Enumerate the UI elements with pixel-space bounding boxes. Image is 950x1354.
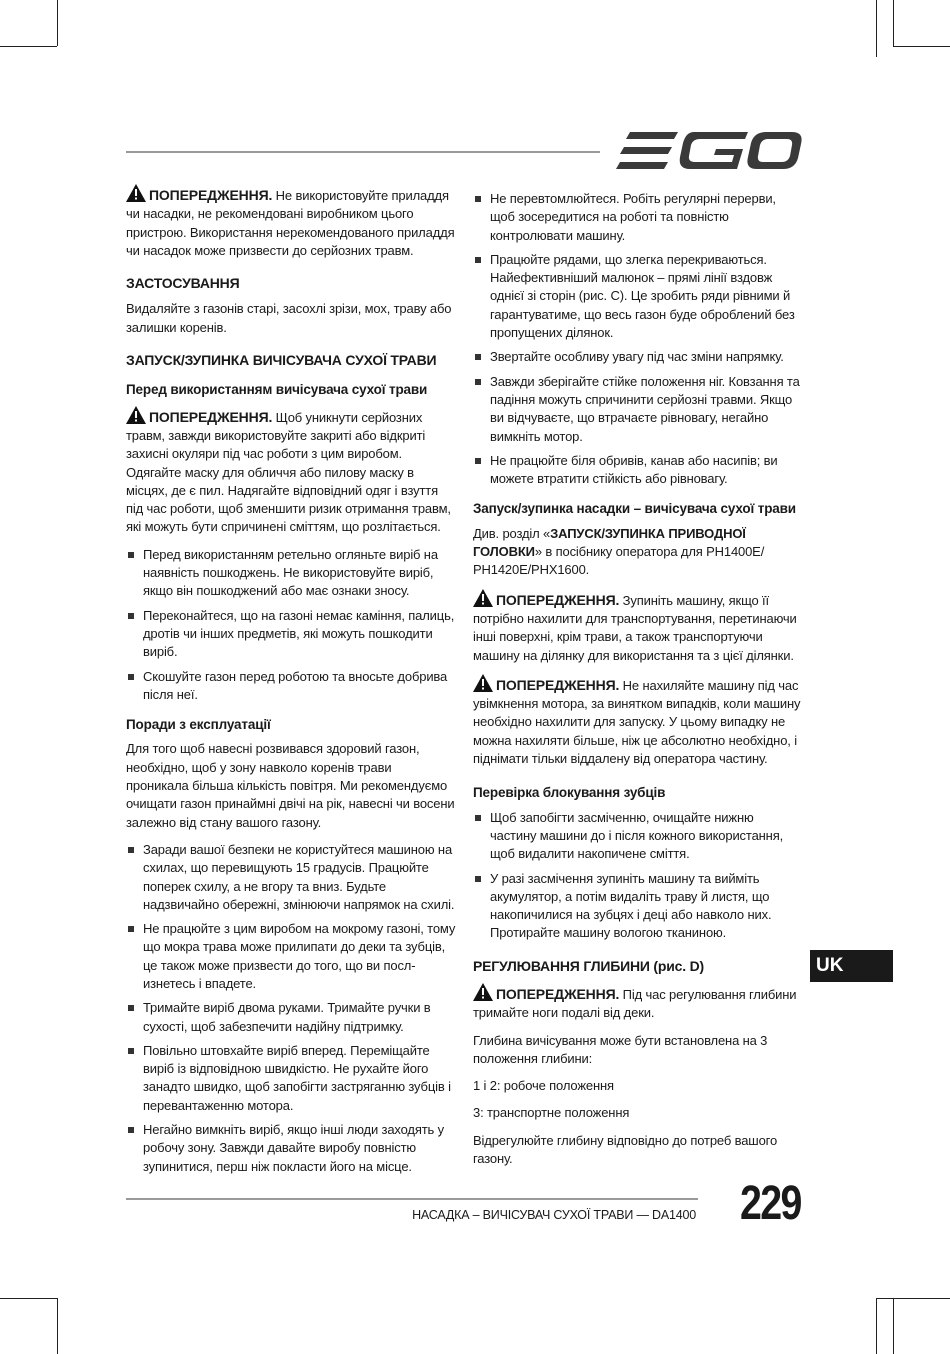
warning-text: Зупиніть машину, якщо її потрібно нахилити для транспортування, перетинаючи інші поверхні, крім трави, а також транспортуючи машину на ділянку для використання та з цієї ділянки.: [473, 592, 797, 663]
subheading-tips: Поради з експлуатації: [126, 717, 271, 733]
bullet-icon: [475, 379, 481, 385]
bullet-icon: [475, 196, 481, 202]
list-item: Завжди зберігайте стійке положення ніг. Ковзання та падіння можуть спричинити серйозні травми. Якщо ви відчуваєте, що втрачаєте рівновагу, негайно вимкніть мотор.: [473, 373, 803, 446]
list-item: У разі засмічення зупиніть машину та вийміть акумулятор, а потім видаліть траву й листя, що накопичилися на зубцях і деці або навколо них. Протирайте машину вологою тканиною.: [473, 870, 803, 943]
list-item: Звертайте особливу увагу під час зміни напрямку.: [473, 348, 803, 366]
bullet-icon: [475, 458, 481, 464]
depth-working-positions: 1 і 2: робоче положення: [473, 1078, 614, 1094]
depth-transport-position: 3: транспортне положення: [473, 1105, 630, 1121]
bullet-icon: [475, 876, 481, 882]
list-item: Не перевтомлюйтеся. Робіть регулярні перерви, щоб зосередитися на роботі та повністю контролювати машину.: [473, 190, 803, 245]
header-rule: [126, 151, 600, 153]
ego-logo: [616, 128, 802, 174]
warning-depth: [473, 983, 803, 1023]
warning-accessories: [126, 184, 456, 260]
list-item: Щоб запобігти засміченню, очищайте нижню частину машини до і після кожного використання, щоб видалити накопичене сміття.: [473, 809, 803, 864]
tips-list: [126, 841, 456, 1176]
tips-intro: Для того щоб навесні розвивався здоровий газон, необхідно, щоб у зону навколо коренів трави проникала більша кількість повітря. Ми рекомендуємо очищати газон принаймні двічі на рік, навесні чи восени залежно від стану вашого газону.: [126, 741, 455, 830]
depth-intro: Глибина вичісування може бути встановлена на 3 положення глибини:: [473, 1032, 768, 1066]
bullet-icon: [128, 674, 134, 680]
before-use-list: [126, 546, 456, 704]
bullet-icon: [128, 1005, 134, 1011]
warning-icon: [473, 674, 493, 692]
list-item: Скошуйте газон перед роботою та вносьте добрива після неї.: [126, 668, 456, 705]
crop-mark: [0, 1298, 57, 1299]
bullet-icon: [128, 613, 134, 619]
list-item: Не працюйте з цим виробом на мокрому газоні, тому що мокра трава може прилипати до деки та зубців, це також може призвести до того, що ви послизнетесь і впадете.: [126, 920, 456, 993]
subheading-attachment: Запуск/зупинка насадки – вичісувача сухої трави: [473, 501, 796, 517]
crop-mark: [876, 1298, 950, 1299]
warning-eye-protection: [126, 406, 456, 537]
subheading-tines: Перевірка блокування зубців: [473, 785, 666, 801]
attachment-text: Див. розділ «ЗАПУСК/ЗУПИНКА ПРИВОДНОЇ ГОЛОВКИ» в посібнику оператора для PH1400E/ PH1420E/PHX1600.: [473, 525, 765, 578]
warning-text: Під час регулювання глибини тримайте ноги подалі від деки.: [473, 986, 797, 1021]
language-tab: UK: [810, 950, 893, 982]
list-item: Переконайтеся, що на газоні немає каміння, палиць, дротів чи інших предметів, які можуть пошкодити виріб.: [126, 607, 456, 662]
crop-mark: [893, 46, 950, 47]
crop-mark: [876, 1298, 877, 1354]
footer-title: НАСАДКА – ВИЧІСУВАЧ СУХОЇ ТРАВИ — DA1400: [412, 1208, 696, 1222]
warning-label: ПОПЕРЕДЖЕННЯ.: [496, 985, 620, 1002]
crop-mark: [57, 0, 58, 46]
warning-tilt-motor: [473, 674, 803, 768]
crop-mark: [0, 46, 57, 47]
warning-label: ПОПЕРЕДЖЕННЯ.: [496, 591, 620, 608]
bullet-icon: [128, 847, 134, 853]
bullet-icon: [128, 926, 134, 932]
heading-depth: РЕГУЛЮВАННЯ ГЛИБИНИ (рис. D): [473, 957, 704, 974]
tines-list: [473, 809, 803, 943]
list-item: Негайно вимкніть виріб, якщо інші люди заходять у робочу зону. Завжди давайте виробу повністю зупинитися, перш ніж покласти його на місце.: [126, 1121, 456, 1176]
warning-icon: [473, 983, 493, 1001]
subheading-before-use: Перед використанням вичісувача сухої трави: [126, 382, 428, 398]
application-text: Видаляйте з газонів старі, засохлі зрізи, мох, траву або залишки коренів.: [126, 301, 452, 335]
bullet-icon: [475, 815, 481, 821]
bullet-icon: [128, 1127, 134, 1133]
warning-label: ПОПЕРЕДЖЕННЯ.: [149, 408, 273, 425]
footer-rule: [126, 1198, 698, 1200]
crop-mark: [893, 0, 894, 46]
warning-label: ПОПЕРЕДЖЕННЯ.: [149, 187, 273, 203]
warning-text: Не нахиляйте машину під час увімкнення мотора, за винятком випадків, коли машину необхідно нахилити для запуску. У цьому випадку не можна нахиляти більше, ніж це абсолютно необхідно, і піднімати тільки віддалену від оператора частину.: [473, 677, 801, 767]
bullet-icon: [475, 257, 481, 263]
bullet-icon: [128, 1048, 134, 1054]
bullet-icon: [475, 354, 481, 360]
section-reference: ЗАПУСК/ЗУПИНКА ПРИВОДНОЇ ГОЛОВКИ: [473, 525, 746, 560]
list-item: Працюйте рядами, що злегка перекриваються. Найефективніший малюнок – прямі лінії вздовж однієї зі сторін (рис. C). Це зробить ряди рівними й гарантуватиме, що весь газон буде оброблений без пропущених ділянок.: [473, 251, 803, 342]
heading-start-stop: ЗАПУСК/ЗУПИНКА ВИЧІСУВАЧА СУХОЇ ТРАВИ: [126, 352, 437, 369]
page-number: 229: [740, 1177, 801, 1230]
right-column: [473, 184, 803, 1177]
list-item: Не працюйте біля обривів, канав або насипів; ви можете втратити стійкість або рівновагу.: [473, 452, 803, 489]
list-item: Перед використанням ретельно огляньте виріб на наявність пошкоджень. Не використовуйте виріб, якщо він пошкоджений або має ознаки зносу.: [126, 546, 456, 601]
list-item: Тримайте виріб двома руками. Тримайте ручки в сухості, щоб забезпечити надійну підтримку.: [126, 999, 456, 1036]
list-item: Повільно штовхайте виріб вперед. Переміщайте виріб із відповідною швидкістю. Не рухайте його занадто швидко, щоб запобігти застряганню зубців і перевантаженню мотора.: [126, 1042, 456, 1115]
warning-text: Щоб уникнути серйозних травм, завжди використовуйте закриті або відкриті захисні окуляри під час роботи з цим виробом. Одягайте маску для обличчя або пилову маску в місцях, де є пил. Надягайте відповідний одяг і взуття під час роботи, щоб зменшити ризик отримання травм, які можуть бути спричинені сміттям, що розлітається.: [126, 409, 451, 535]
warning-icon: [473, 589, 493, 607]
bullet-icon: [128, 552, 134, 558]
warning-tilt-transport: [473, 589, 803, 665]
operation-list: [473, 190, 803, 488]
warning-icon: [126, 184, 146, 202]
heading-application: ЗАСТОСУВАННЯ: [126, 275, 240, 292]
warning-icon: [126, 406, 146, 424]
list-item: Заради вашої безпеки не користуйтеся машиною на схилах, що перевищують 15 градусів. Працюйте поперек схилу, а не вгору та вниз. Будьте надзвичайно обережні, змінюючи напрямок на схилі.: [126, 841, 456, 914]
crop-mark: [57, 1298, 58, 1354]
warning-text: Не використовуйте приладдя чи насадки, не рекомендовані виробником цього пристрою. Використання нерекомендованого приладдя чи насадок може призвести до серйозних травм.: [126, 188, 455, 258]
crop-mark: [893, 1298, 894, 1354]
depth-adjust-text: Відрегулюйте глибину відповідно до потреб вашого газону.: [473, 1132, 778, 1167]
warning-label: ПОПЕРЕДЖЕННЯ.: [496, 676, 620, 693]
left-column: [126, 184, 456, 1184]
crop-mark: [876, 0, 877, 57]
